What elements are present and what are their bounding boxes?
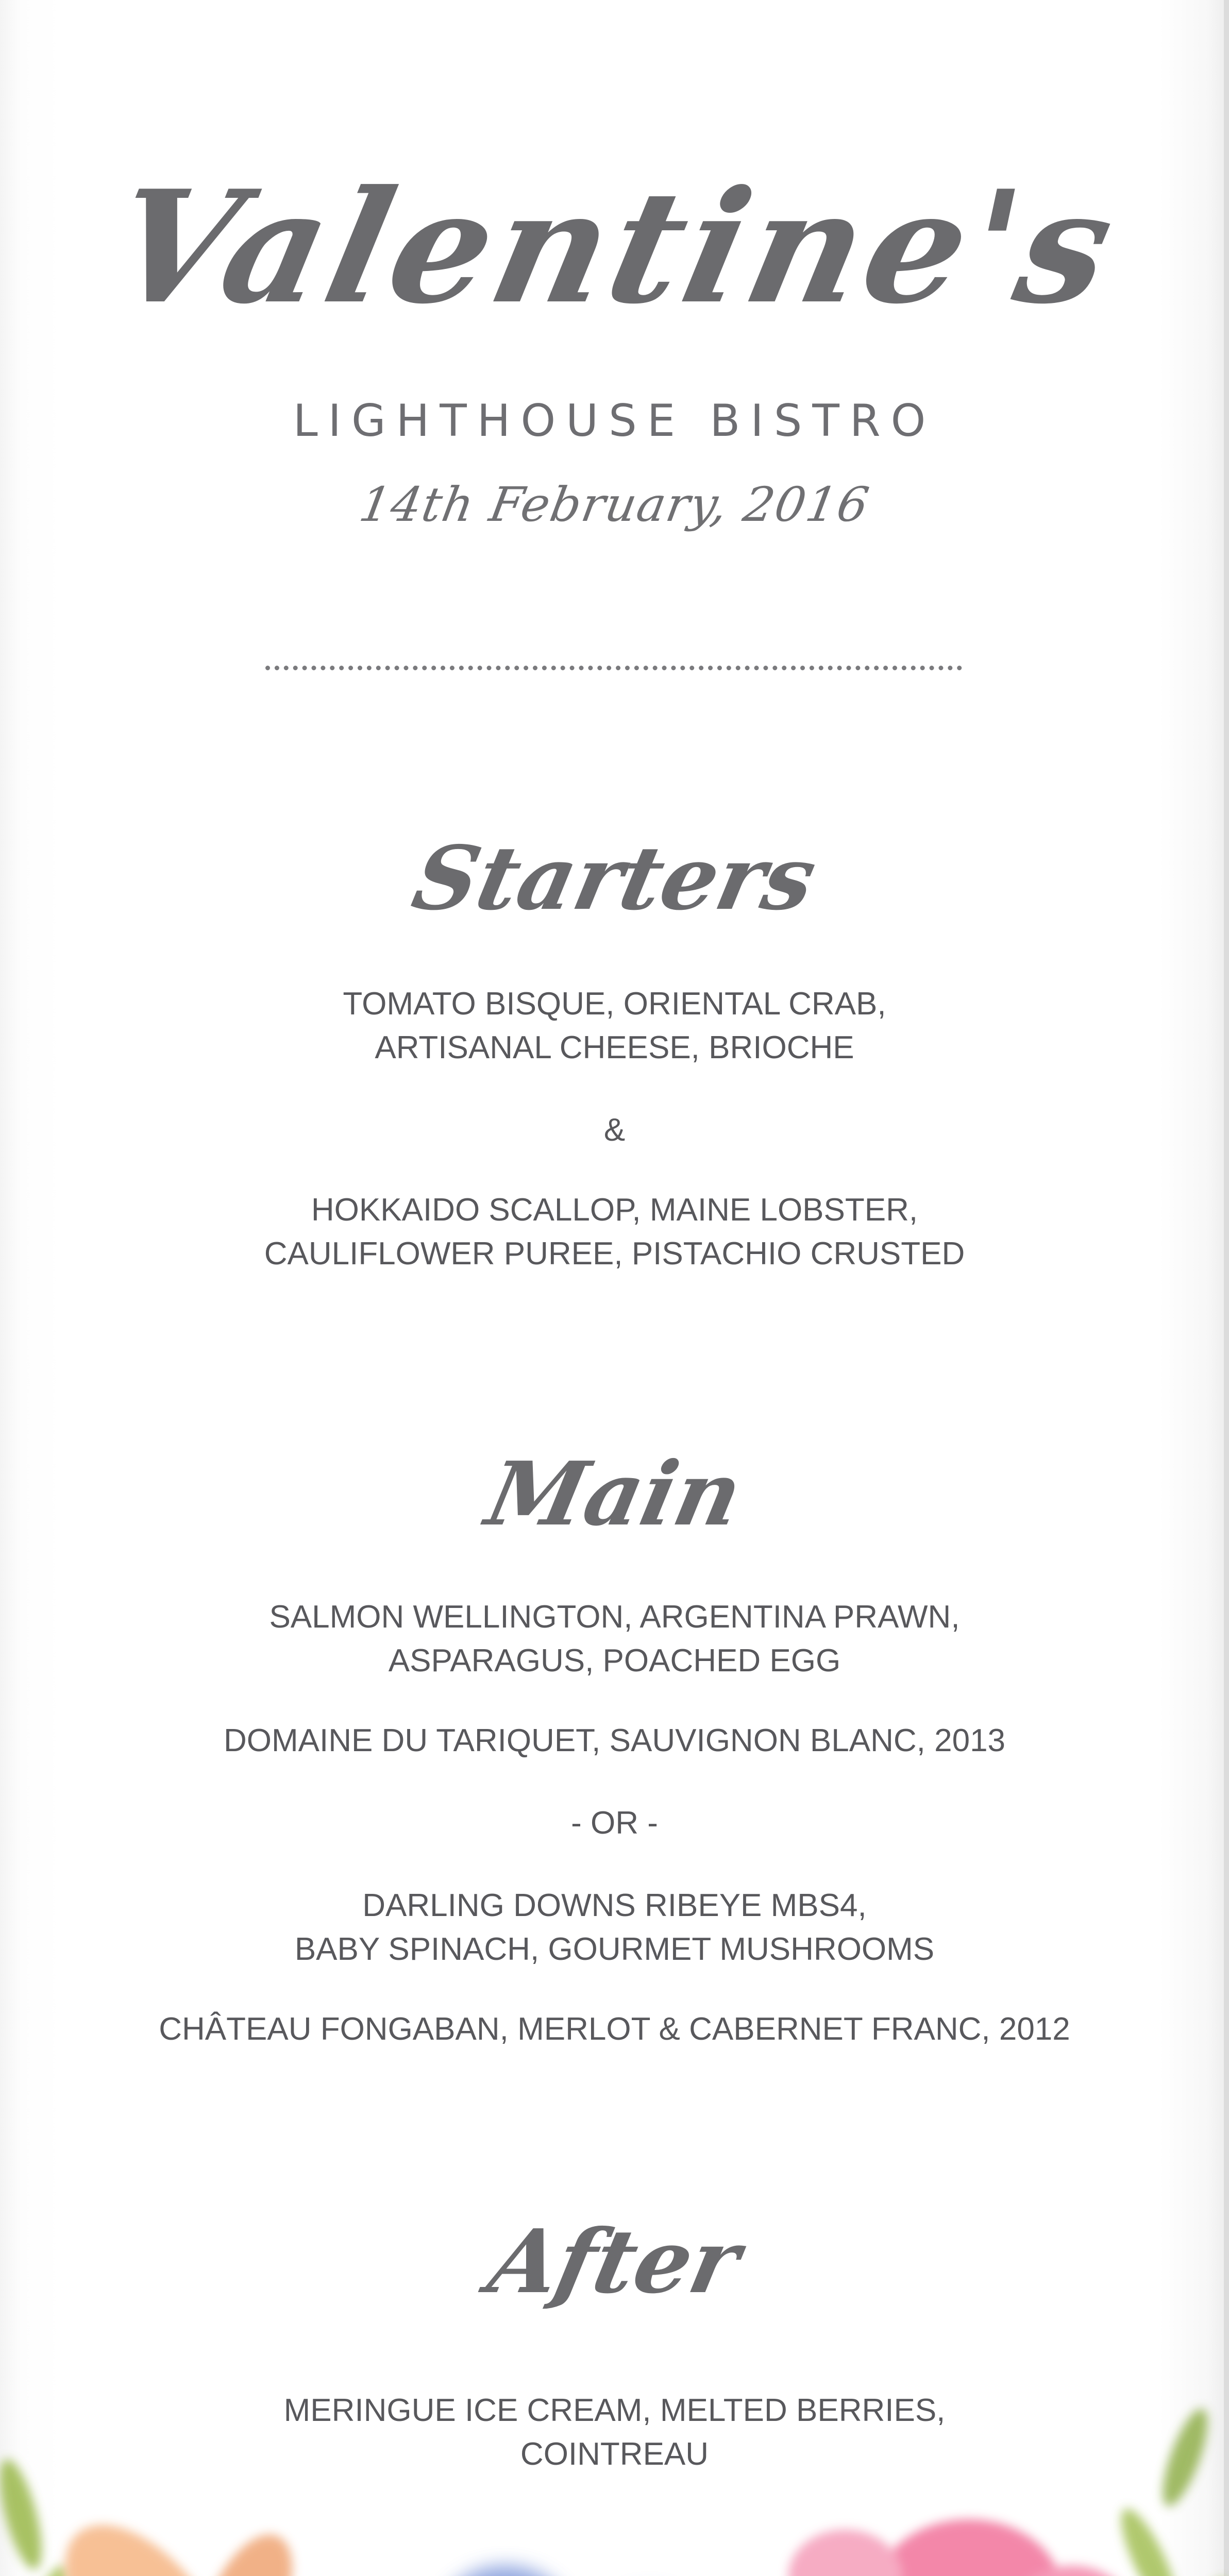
peach-lily-icon bbox=[29, 2497, 403, 2576]
main-2-line-1: DARLING DOWNS RIBEYE MBS4, bbox=[362, 1888, 867, 1923]
event-date: 14th February, 2016 bbox=[355, 477, 874, 532]
main-or-separator: - OR - bbox=[571, 1805, 658, 1841]
main-1-line-2: ASPARAGUS, POACHED EGG bbox=[388, 1643, 841, 1679]
main-1-line-1: SALMON WELLINGTON, ARGENTINA PRAWN, bbox=[269, 1599, 960, 1635]
dessert-line-1: MERINGUE ICE CREAM, MELTED BERRIES, bbox=[283, 2393, 946, 2428]
right-leaf-icon bbox=[1086, 2404, 1229, 2576]
venue-name: LIGHTHOUSE BISTRO bbox=[293, 395, 936, 447]
dessert-line-2: COINTREAU bbox=[520, 2436, 709, 2472]
main-heading: Main bbox=[478, 1443, 751, 1546]
main-2-line-2: BABY SPINACH, GOURMET MUSHROOMS bbox=[294, 1931, 935, 1967]
starters-ampersand: & bbox=[603, 1112, 626, 1148]
blue-flower-icon bbox=[325, 2566, 706, 2576]
pink-rose-icon bbox=[788, 2519, 1134, 2576]
main-1-wine: DOMAINE DU TARIQUET, SAUVIGNON BLANC, 2013 bbox=[223, 1723, 1006, 1758]
menu-title: Valentine's bbox=[97, 156, 1132, 338]
starter-2-line-1: HOKKAIDO SCALLOP, MAINE LOBSTER, bbox=[311, 1192, 918, 1228]
main-2-wine: CHÂTEAU FONGABAN, MERLOT & CABERNET FRANC, 2012 bbox=[159, 2011, 1070, 2047]
floral-border-illustration bbox=[0, 2396, 1229, 2576]
dotted-divider bbox=[265, 666, 962, 670]
starter-2-line-2: CAULIFLOWER PUREE, PISTACHIO CRUSTED bbox=[264, 1236, 965, 1272]
after-heading: After bbox=[480, 2210, 749, 2313]
starter-1-line-1: TOMATO BISQUE, ORIENTAL CRAB, bbox=[343, 986, 886, 1022]
starters-heading: Starters bbox=[404, 827, 825, 930]
starter-1-line-2: ARTISANAL CHEESE, BRIOCHE bbox=[375, 1030, 854, 1065]
